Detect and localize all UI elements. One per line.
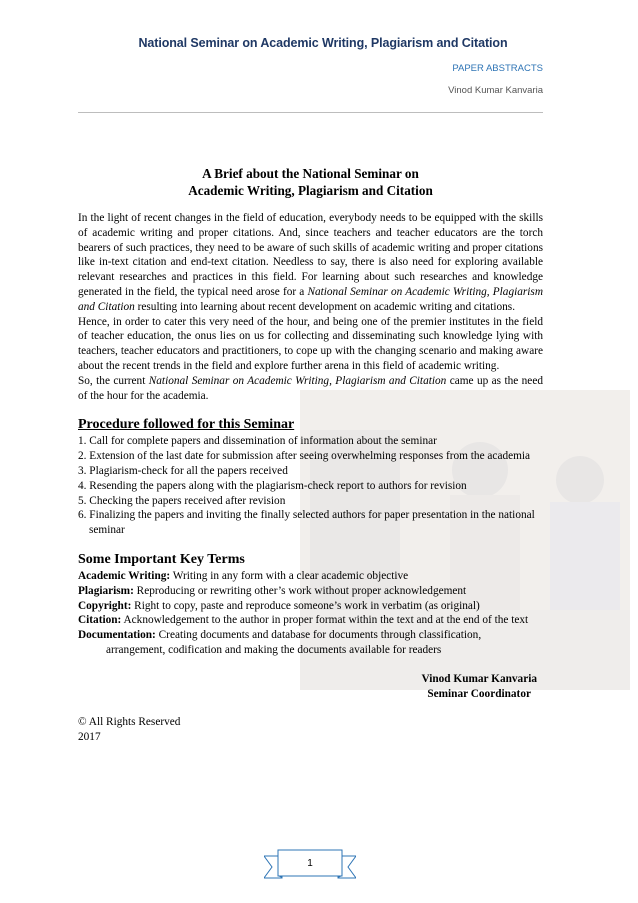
document-title xyxy=(78,165,543,199)
signature-block xyxy=(78,672,543,702)
key-term-label: Copyright: xyxy=(78,599,132,612)
procedure-step: 1. Call for complete papers and dissemination of information about the seminar xyxy=(78,435,437,448)
procedure-step: 4. Resending the papers along with the plagiarism-check report to authors for revision xyxy=(78,479,467,492)
procedure-list xyxy=(78,434,543,538)
procedure-step: 6. Finalizing the papers and inviting the finally selected authors for paper presentation in the national seminar xyxy=(78,509,535,537)
page-content xyxy=(78,165,543,745)
document-title-line-1: A Brief about the National Seminar on xyxy=(202,166,419,181)
key-term-item xyxy=(78,569,543,584)
intro-paragraph xyxy=(78,211,543,315)
key-terms-heading: Some Important Key Terms xyxy=(78,551,245,567)
key-term-label: Documentation: xyxy=(78,629,156,642)
document-title-line-2: Academic Writing, Plagiarism and Citation xyxy=(188,183,433,198)
header-author: Vinod Kumar Kanvaria xyxy=(448,85,543,96)
key-term-definition: Acknowledgement to the author in proper format within the text and at the end of the text xyxy=(121,614,529,627)
page-number: 1 xyxy=(307,858,313,869)
key-term-item xyxy=(78,613,543,628)
key-term-item xyxy=(78,599,543,614)
conclusion-text-b: came up as the need of the hour for the academia. xyxy=(78,374,543,402)
key-term-definition: Writing in any form with a clear academic objective xyxy=(170,569,409,582)
key-term-definition: Creating documents and database for documents through classification, arrangement, codification and making the documents available for readers xyxy=(106,629,482,656)
key-term-definition: Reproducing or rewriting other’s work without proper acknowledgement xyxy=(133,584,467,597)
procedure-step: 5. Checking the papers received after revision xyxy=(78,494,286,507)
key-term-definition: Right to copy, paste and reproduce someone’s work in verbatim (as original) xyxy=(131,599,480,612)
intro-text-b: resulting into learning about recent development on academic writing and citations. xyxy=(134,300,516,313)
conclusion-seminar-name: National Seminar on Academic Writing, Plagiarism and Citation xyxy=(148,374,447,387)
key-terms-list xyxy=(78,569,543,658)
header-subtitle: PAPER ABSTRACTS xyxy=(452,63,543,74)
conclusion-text-a: So, the current xyxy=(78,374,149,387)
signature-role: Seminar Coordinator xyxy=(427,687,531,700)
key-term-item xyxy=(78,584,543,599)
header-divider xyxy=(78,112,543,113)
purpose-paragraph: Hence, in order to cater this very need of the hour, and being one of the premier institutes in the field of teacher education, the onus lies on us for collecting and disseminating such knowledge lying with teachers, teacher educators and practitioners, to cope up with the changing scenario and making aware about the recent trends in the field and explore further arena in this field of academic writing. xyxy=(78,315,543,372)
procedure-step: 2. Extension of the last date for submission after seeing overwhelming responses from the academia xyxy=(78,450,531,463)
header-title: National Seminar on Academic Writing, Plagiarism and Citation xyxy=(138,36,508,50)
key-term-label: Citation: xyxy=(78,614,122,627)
copyright-notice xyxy=(78,715,543,745)
copyright-year: 2017 xyxy=(78,731,101,744)
intro-seminar-name: National Seminar on Academic Writing, Plagiarism and Citation xyxy=(78,285,543,313)
conclusion-paragraph xyxy=(78,374,543,404)
procedure-heading: Procedure followed for this Seminar xyxy=(78,417,295,433)
page-header xyxy=(78,36,543,96)
key-term-item xyxy=(78,628,543,658)
signature-name: Vinod Kumar Kanvaria xyxy=(421,672,537,685)
intro-text-a: In the light of recent changes in the field of education, everybody needs to be equipped with the skills of academic writing and proper citations. And, since teachers and teacher educators are the torch bearers of such practices, they need to be aware of such skills of academic writing and proper citations like in-text citation and end-text citation. Needless to say, there is also need for exploring available relevant researches and practices in this field. For learning about such researches and knowledge generated in the field, the typical need arose for a xyxy=(78,212,543,298)
copyright-line: © All Rights Reserved xyxy=(78,716,181,729)
key-term-label: Academic Writing: xyxy=(78,569,171,582)
procedure-step: 3. Plagiarism-check for all the papers received xyxy=(78,464,288,477)
key-term-label: Plagiarism: xyxy=(78,584,134,597)
